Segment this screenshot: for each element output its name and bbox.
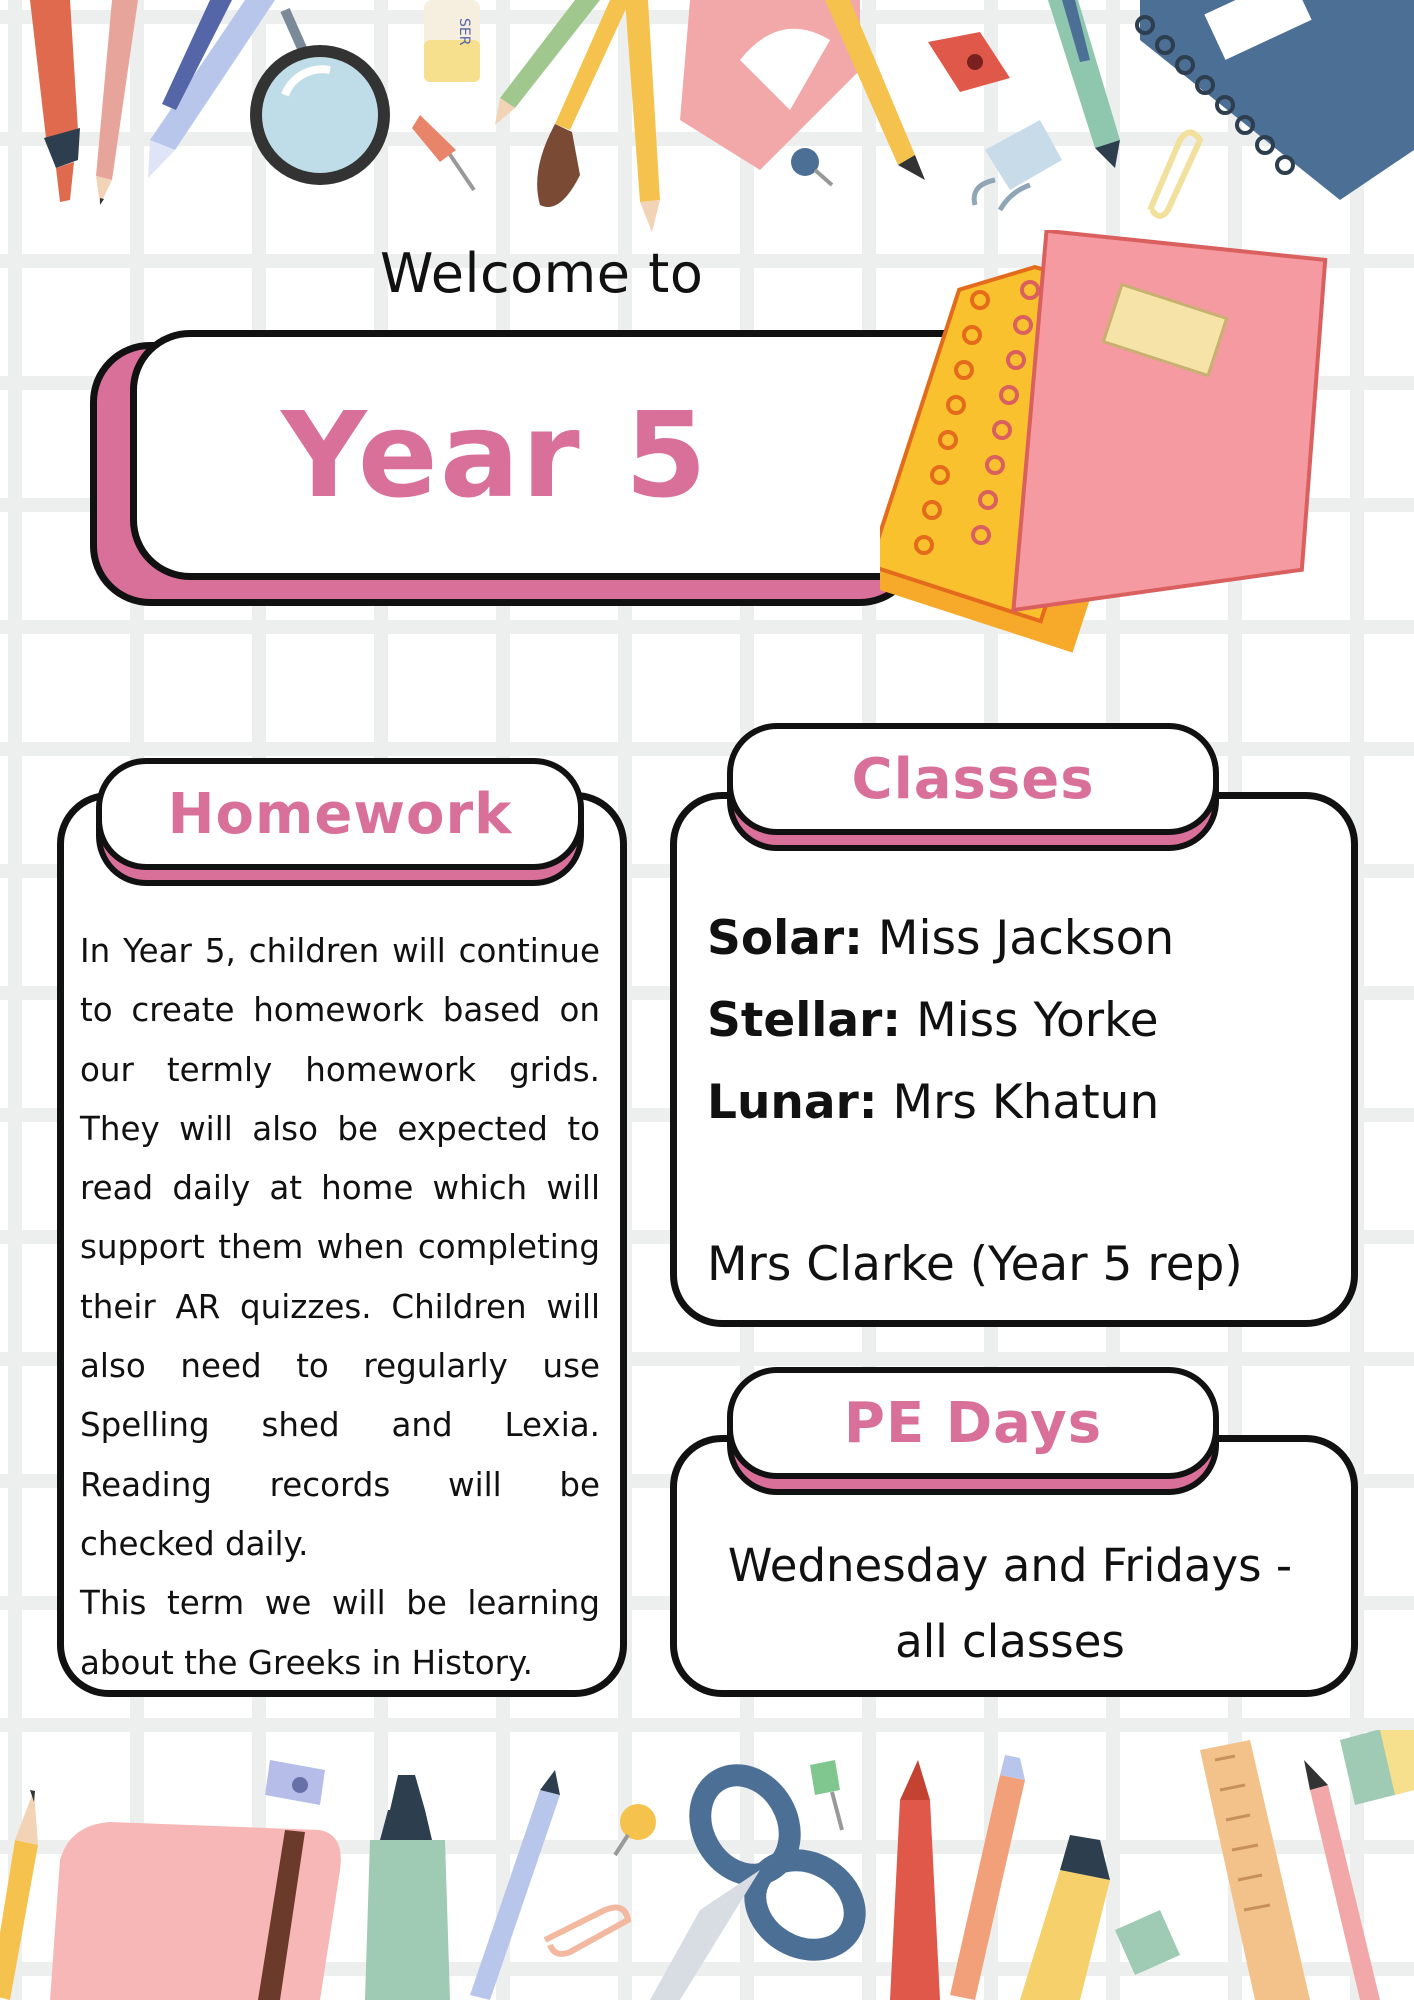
class-row-lunar bbox=[707, 1062, 1327, 1144]
class-teacher: Miss Jackson bbox=[877, 911, 1175, 966]
class-row-stellar bbox=[707, 980, 1327, 1062]
books-icon bbox=[880, 230, 1340, 670]
svg-text:SER: SER bbox=[456, 18, 472, 46]
classes-heading: Classes bbox=[851, 746, 1095, 812]
classes-heading-tab bbox=[727, 723, 1219, 835]
highlighter-icon bbox=[30, 0, 80, 202]
homework-paragraph: In Year 5, children will continue to create homework based on our termly homework grids. They will also be expected to read daily at home which will support them when completing their AR quizzes. Children will also need to regularly use Spelling shed and Lexia. Reading records will be checked daily. bbox=[80, 932, 600, 1563]
classes-list bbox=[707, 898, 1327, 1306]
pe-days-line-2: all classes bbox=[895, 1615, 1125, 1668]
ruler-icon bbox=[1200, 1740, 1310, 2000]
pushpin-icon bbox=[791, 148, 832, 185]
top-stationery-decoration bbox=[0, 0, 1414, 260]
paperclip-icon bbox=[1150, 133, 1200, 217]
pushpin-icon bbox=[810, 1760, 842, 1830]
pe-days-line-1: Wednesday and Fridays - bbox=[727, 1539, 1293, 1592]
pen-icon bbox=[1048, 0, 1120, 168]
class-teacher: Mrs Khatun bbox=[892, 1075, 1160, 1130]
pushpin-icon bbox=[412, 115, 474, 190]
pe-days-body bbox=[690, 1528, 1330, 1680]
homework-heading-tab bbox=[96, 758, 584, 870]
bottom-stationery-decoration bbox=[0, 1730, 1414, 2000]
pen-icon bbox=[950, 1755, 1025, 2000]
notebook-icon bbox=[50, 1822, 341, 2000]
crayon-icon bbox=[890, 1760, 940, 2000]
binder-clip-icon bbox=[974, 120, 1062, 210]
scissors-icon bbox=[650, 1759, 871, 2000]
sharpener-icon bbox=[265, 1760, 325, 1805]
sharpener-icon bbox=[928, 32, 1010, 92]
pencil-icon bbox=[625, 0, 660, 232]
pencil-icon bbox=[96, 0, 138, 205]
year-rep: Mrs Clarke (Year 5 rep) bbox=[707, 1237, 1243, 1292]
page-title: Year 5 bbox=[281, 386, 709, 524]
pushpin-icon bbox=[615, 1804, 656, 1855]
homework-body bbox=[80, 922, 600, 1693]
eraser-icon bbox=[424, 0, 480, 82]
class-name: Stellar: bbox=[707, 993, 902, 1048]
spiral-notebook-icon bbox=[1137, 0, 1414, 200]
class-row-solar bbox=[707, 898, 1327, 980]
class-name: Lunar: bbox=[707, 1075, 878, 1130]
marker-icon bbox=[365, 1775, 450, 2000]
pe-days-heading-tab bbox=[727, 1367, 1219, 1479]
eraser-icon bbox=[1340, 1730, 1414, 1805]
pencil-icon bbox=[0, 1790, 38, 2000]
binder-clip-icon bbox=[1115, 1910, 1180, 1975]
paperclip-icon bbox=[545, 1908, 628, 1954]
pe-days-heading: PE Days bbox=[843, 1390, 1103, 1456]
homework-heading: Homework bbox=[167, 781, 513, 847]
title-banner bbox=[90, 330, 950, 615]
protractor-icon bbox=[680, 0, 860, 170]
pen-icon bbox=[470, 1770, 560, 2000]
class-teacher: Miss Yorke bbox=[916, 993, 1159, 1048]
welcome-text: Welcome to bbox=[380, 242, 704, 305]
paintbrush-icon bbox=[537, 0, 630, 207]
homework-paragraph-2: This term we will be learning about the Greeks in History. bbox=[80, 1584, 600, 1682]
highlighter-icon bbox=[1020, 1835, 1110, 2000]
class-name: Solar: bbox=[707, 911, 863, 966]
magnifier-icon bbox=[250, 10, 390, 185]
